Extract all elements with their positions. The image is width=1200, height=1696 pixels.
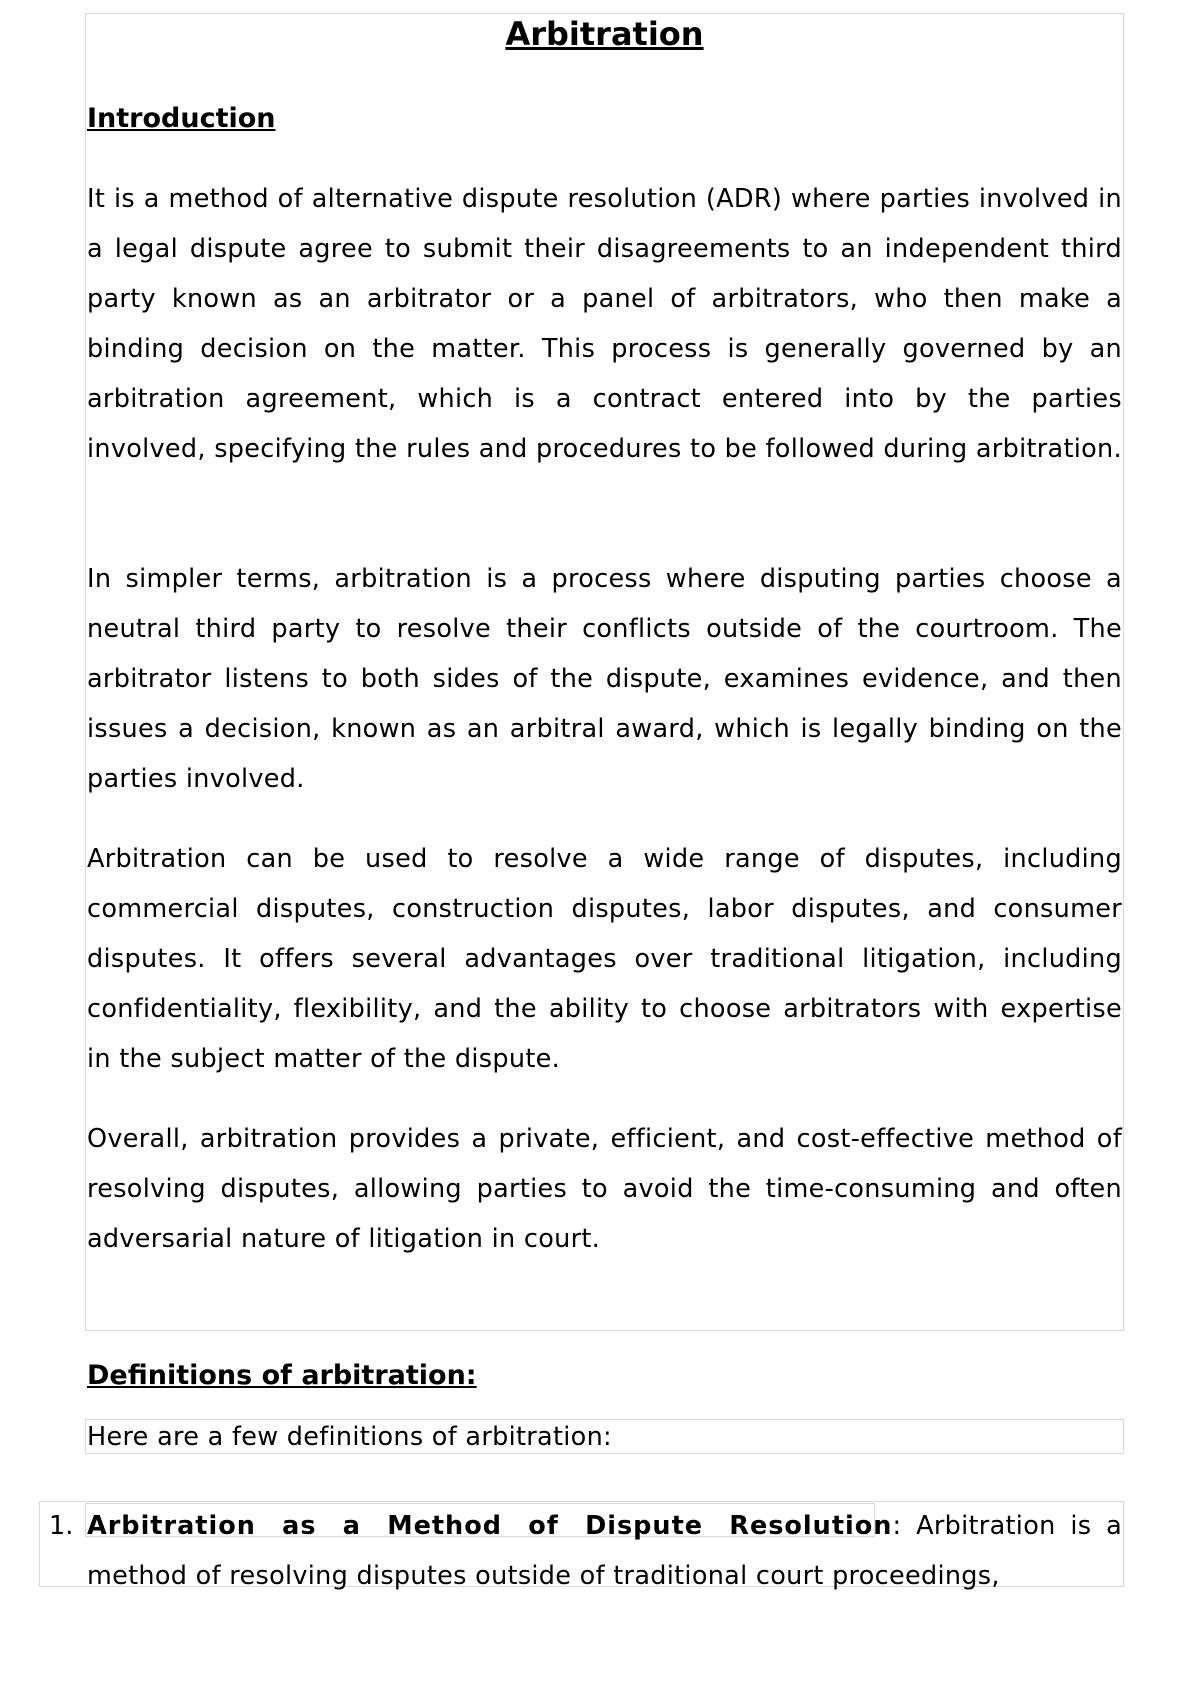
list-item-text <box>87 1501 1122 1601</box>
definition-description: : Arbitration is a method of resolving disputes outside of traditional court proceedings, <box>87 1511 1122 1591</box>
intro-paragraph-1: It is a method of alternative dispute resolution (ADR) where parties involved in a legal dispute agree to submit their disagreements to an independent third party known as an arbitrator or a panel of arbitrators, who then make a binding decision on the matter. This process is generally governed by an arbitration agreement, which is a contract entered into by the parties involved, specifying the rules and procedures to be followed during arbitration. <box>87 184 1122 464</box>
intro-paragraph-3: Arbitration can be used to resolve a wide range of disputes, including commercial disputes, construction disputes, labor disputes, and consumer disputes. It offers several advantages over traditional litigation, including confidentiality, flexibility, and the ability to choose arbitrators with expertise in the subject matter of the dispute. <box>87 844 1122 1074</box>
introduction-heading: Introduction <box>87 103 276 134</box>
document-title: Arbitration <box>505 15 704 53</box>
list-item-number: 1. <box>49 1511 74 1541</box>
intro-paragraph-2: In simpler terms, arbitration is a process where disputing parties choose a neutral third party to resolve their conflicts outside of the courtroom. The arbitrator listens to both sides of the dispute, examines evidence, and then issues a decision, known as an arbitral award, which is legally binding on the parties involved. <box>87 564 1122 794</box>
intro-paragraph-4: Overall, arbitration provides a private, efficient, and cost-effective method of resolving disputes, allowing parties to avoid the time-consuming and often adversarial nature of litigation in court. <box>87 1124 1122 1254</box>
definitions-intro-text: Here are a few definitions of arbitration: <box>87 1422 612 1452</box>
definitions-heading: Definitions of arbitration: <box>87 1360 477 1391</box>
definition-term: Arbitration as a Method of Dispute Resolution <box>87 1511 893 1541</box>
